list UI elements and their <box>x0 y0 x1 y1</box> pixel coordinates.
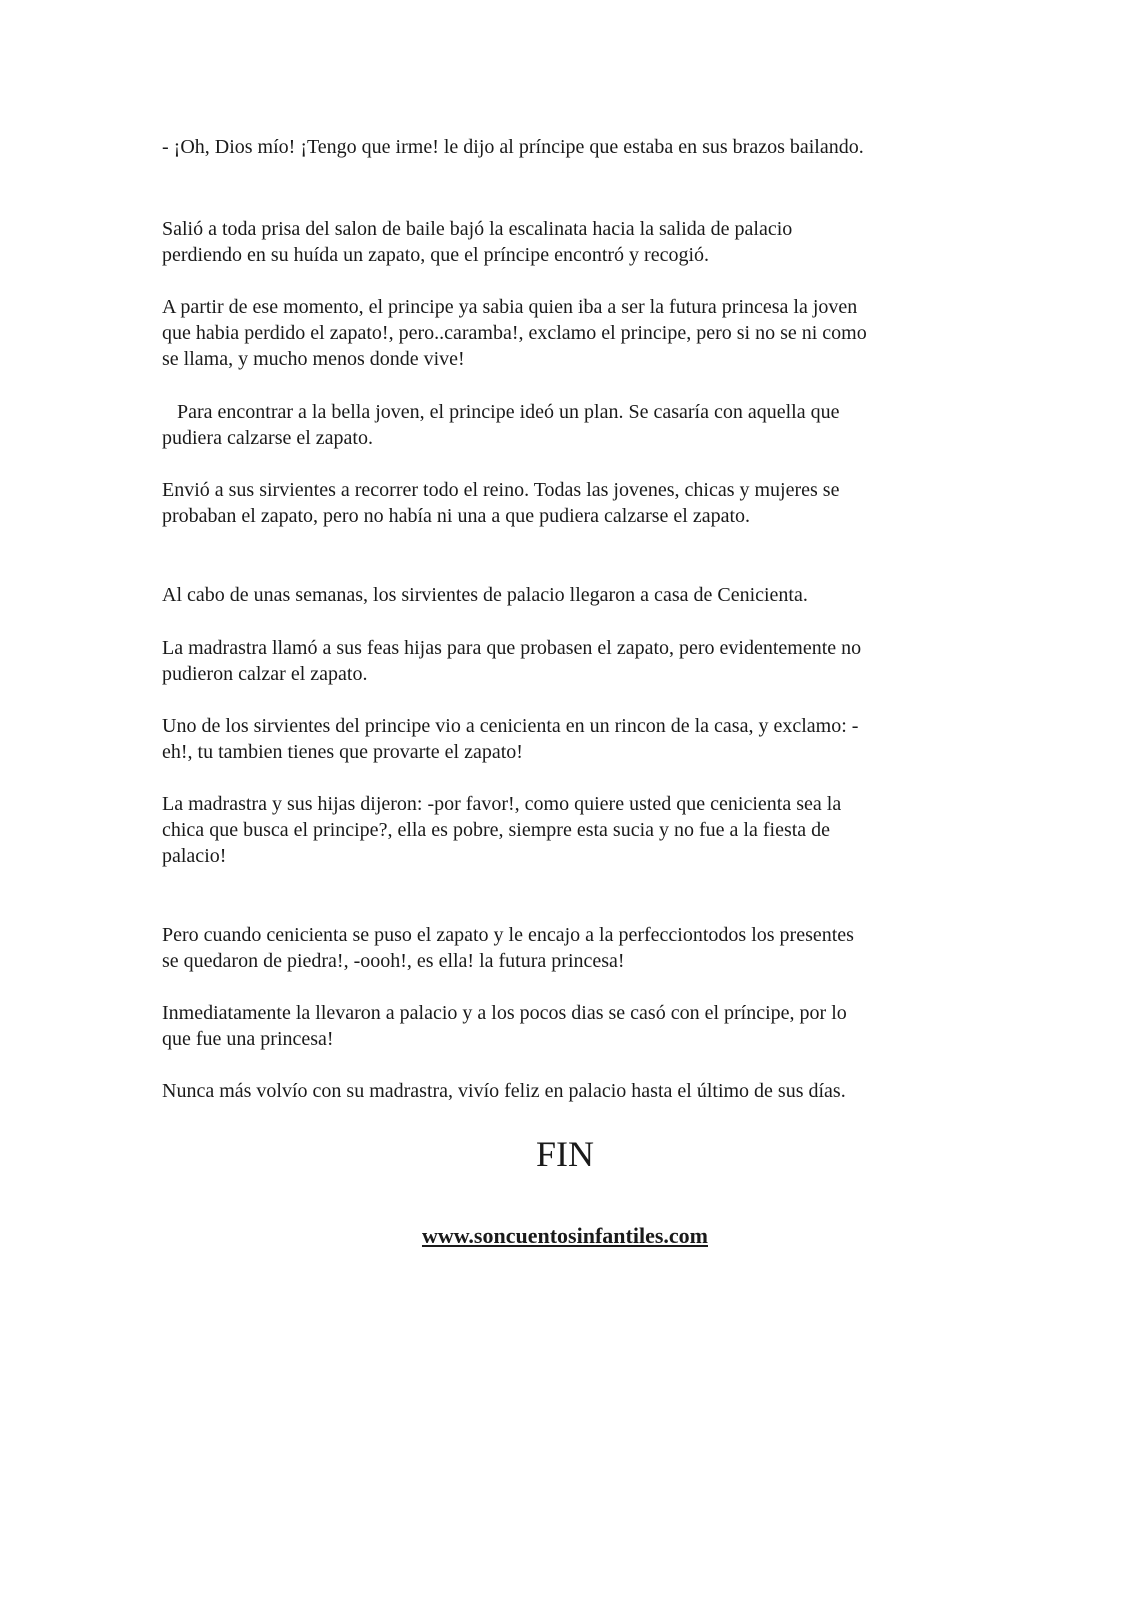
paragraph-line: Nunca más volvío con su madrastra, vivío feliz en palacio hasta el último de sus días. <box>162 1080 846 1102</box>
paragraph-line: - ¡Oh, Dios mío! ¡Tengo que irme! le dijo al príncipe que estaba en sus brazos bailando. <box>162 136 864 158</box>
paragraph-line: Para encontrar a la bella joven, el principe ideó un plan. Se casaría con aquella que <box>162 401 840 423</box>
paragraph-line: probaban el zapato, pero no había ni una a que pudiera calzarse el zapato. <box>162 505 751 527</box>
paragraph-line: que fue una princesa! <box>162 1028 334 1050</box>
paragraph-5 <box>162 477 972 529</box>
paragraph-11 <box>162 1000 972 1052</box>
paragraph-line: A partir de ese momento, el principe ya sabia quien iba a ser la futura princesa la joven <box>162 296 858 318</box>
paragraph-line: Salió a toda prisa del salon de baile bajó la escalinata hacia la salida de palacio <box>162 218 793 240</box>
paragraph-line: Uno de los sirvientes del principe vio a cenicienta en un rincon de la casa, y exclamo: - <box>162 715 859 737</box>
paragraph-line: eh!, tu tambien tienes que provarte el zapato! <box>162 741 523 763</box>
paragraph-2 <box>162 216 972 268</box>
paragraph-line: Al cabo de unas semanas, los sirvientes de palacio llegaron a casa de Cenicienta. <box>162 584 808 606</box>
paragraph-line: chica que busca el principe?, ella es pobre, siempre esta sucia y no fue a la fiesta de <box>162 819 831 841</box>
paragraph-line: palacio! <box>162 845 227 867</box>
paragraph-line: se quedaron de piedra!, -oooh!, es ella! la futura princesa! <box>162 950 625 972</box>
paragraph-line: Pero cuando cenicienta se puso el zapato y le encajo a la perfecciontodos los presentes <box>162 924 854 946</box>
paragraph-line: pudieron calzar el zapato. <box>162 663 368 685</box>
paragraph-line: La madrastra y sus hijas dijeron: -por favor!, como quiere usted que cenicienta sea la <box>162 793 842 815</box>
paragraph-8 <box>162 713 972 765</box>
paragraph-10 <box>162 922 972 974</box>
paragraph-line: La madrastra llamó a sus feas hijas para que probasen el zapato, pero evidentemente no <box>162 637 862 659</box>
paragraph-6 <box>162 582 972 608</box>
paragraph-3 <box>162 294 972 372</box>
paragraph-12 <box>162 1078 972 1104</box>
paragraph-line: pudiera calzarse el zapato. <box>162 427 373 449</box>
ending-title: FIN <box>535 1134 594 1174</box>
paragraph-line: perdiendo en su huída un zapato, que el príncipe encontró y recogió. <box>162 244 710 266</box>
paragraph-line: que habia perdido el zapato!, pero..caramba!, exclamo el principe, pero si no se ni como <box>162 322 867 344</box>
paragraph-9 <box>162 791 972 869</box>
paragraph-7 <box>162 635 972 687</box>
paragraph-line: Envió a sus sirvientes a recorrer todo el reino. Todas las jovenes, chicas y mujeres se <box>162 479 840 501</box>
paragraph-line: Inmediatamente la llevaron a palacio y a los pocos dias se casó con el príncipe, por lo <box>162 1002 847 1024</box>
paragraph-1 <box>162 134 972 160</box>
paragraph-line: se llama, y mucho menos donde vive! <box>162 348 465 370</box>
website-link[interactable]: www.soncuentosinfantiles.com <box>421 1223 708 1248</box>
paragraph-4 <box>162 399 972 451</box>
